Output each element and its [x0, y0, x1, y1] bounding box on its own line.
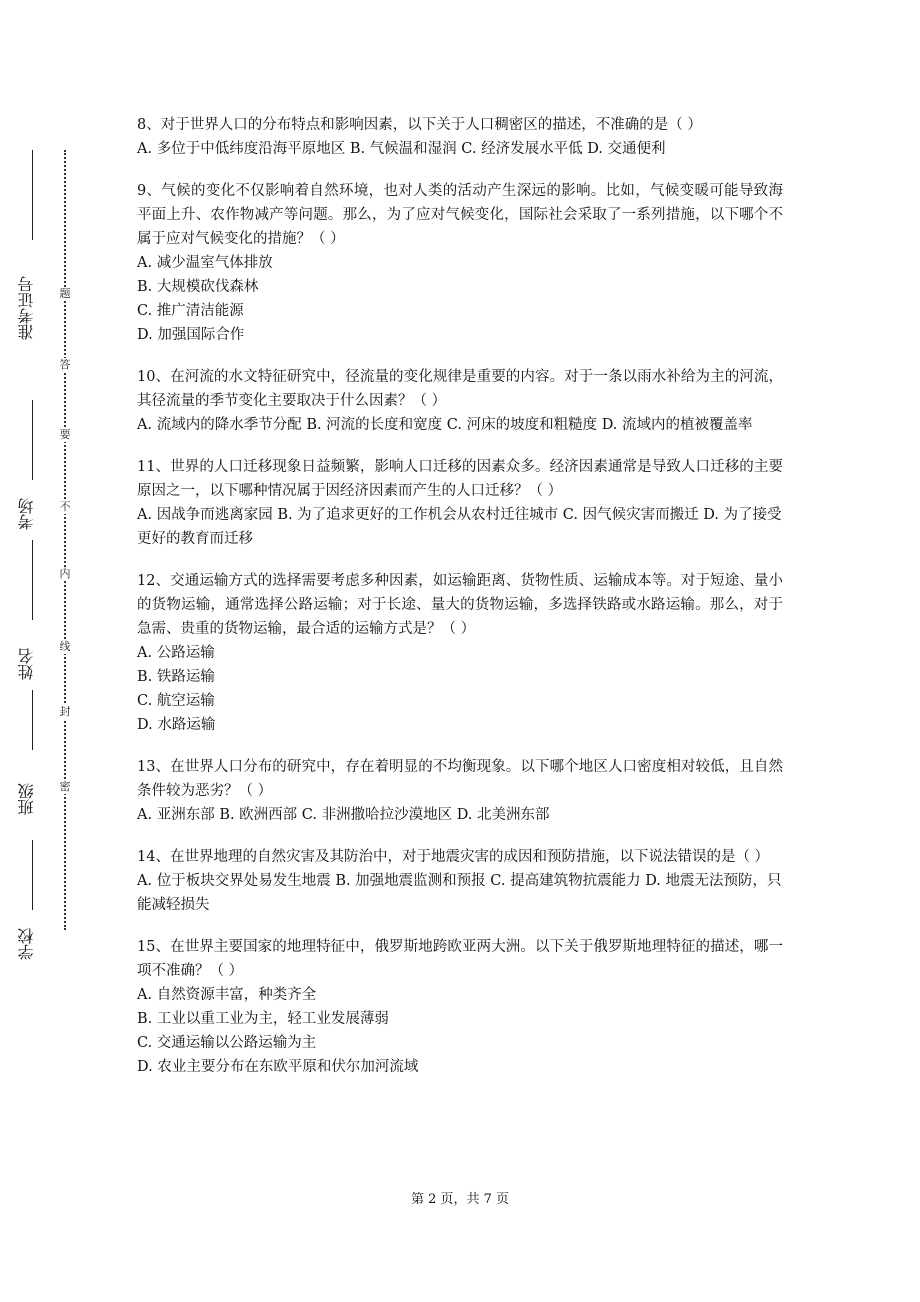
question-stem: 12、交通运输方式的选择需要考虑多种因素，如运输距离、货物性质、运输成本等。对于短途、量小的货物运输，通常选择公路运输；对于长途、量大的货物运输，多选择铁路或水路运输。那么，对于急需、贵重的货物运输，最合适的运输方式是？（ ） — [137, 573, 783, 637]
option-d: D. 北美洲东部 — [456, 807, 550, 823]
seal-dotted-line — [64, 150, 66, 930]
question-options — [137, 869, 783, 917]
question-options — [137, 413, 783, 437]
option-b: B. 加强地震监测和预报 — [335, 873, 491, 889]
question-options — [137, 641, 783, 737]
option-c: C. 经济发展水平低 — [461, 141, 588, 157]
name-line — [32, 540, 33, 620]
seal-char: 不 — [59, 500, 71, 513]
seal-char: 封 — [59, 705, 71, 718]
binding-margin — [0, 0, 120, 1302]
option-c: C. 因气候灾害而搬迁 — [562, 507, 704, 523]
seal-char: 密 — [59, 780, 71, 793]
question-stem: 8、对于世界人口的分布特点和影响因素，以下关于人口稠密区的描述，不准确的是（ ） — [137, 117, 702, 133]
question-11 — [137, 455, 783, 551]
question-13 — [137, 755, 783, 827]
exam-room-label: 考场 — [17, 498, 36, 530]
option-c: C. 交通运输以公路运输为主 — [137, 1035, 317, 1051]
question-options — [137, 803, 783, 827]
seal-char: 线 — [59, 640, 71, 653]
name-label: 姓名 — [17, 648, 36, 680]
option-d: D. 流域内的植被覆盖率 — [601, 417, 753, 433]
class-line — [32, 690, 33, 750]
seal-char: 要 — [59, 428, 71, 441]
question-list — [137, 113, 783, 1097]
question-stem: 10、在河流的水文特征研究中，径流量的变化规律是重要的内容。对于一条以雨水补给为主的河流，其径流量的季节变化主要取决于什么因素？（ ） — [137, 369, 783, 409]
exam-room-line — [32, 400, 33, 480]
question-stem: 13、在世界人口分布的研究中，存在着明显的不均衡现象。以下哪个地区人口密度相对较低，且自然条件较为恶劣？（ ） — [137, 759, 783, 799]
class-label: 班级 — [17, 783, 36, 815]
question-10 — [137, 365, 783, 437]
option-d: D. 地震无法预防，只能减轻损失 — [137, 873, 782, 913]
option-b: B. 欧洲西部 — [219, 807, 302, 823]
option-a: A. 亚洲东部 — [137, 807, 220, 823]
option-a: A. 自然资源丰富，种类齐全 — [137, 987, 317, 1003]
option-d: D. 加强国际合作 — [137, 327, 245, 343]
school-line — [32, 840, 33, 910]
option-b: B. 河流的长度和宽度 — [306, 417, 447, 433]
question-options — [137, 983, 783, 1079]
option-d: D. 交通便利 — [587, 141, 666, 157]
seal-char: 题 — [59, 287, 71, 300]
option-a: A. 位于板块交界处易发生地震 — [137, 873, 336, 889]
question-15 — [137, 935, 783, 1079]
question-stem: 14、在世界地理的自然灾害及其防治中，对于地震灾害的成因和预防措施，以下说法错误的是（ ） — [137, 849, 770, 865]
option-c: C. 河床的坡度和粗糙度 — [446, 417, 602, 433]
option-a: A. 多位于中低纬度沿海平原地区 — [137, 141, 350, 157]
question-stem: 9、气候的变化不仅影响着自然环境，也对人类的活动产生深远的影响。比如，气候变暖可能导致海平面上升、农作物减产等问题。那么，为了应对气候变化，国际社会采取了一系列措施，以下哪个不属于应对气候变化的措施？（ ） — [137, 183, 783, 247]
question-12 — [137, 569, 783, 737]
exam-number-label: 准考证号 — [17, 276, 36, 340]
option-d: D. 为了接受更好的教育而迁移 — [137, 507, 782, 547]
question-14 — [137, 845, 783, 917]
option-d: D. 水路运输 — [137, 717, 216, 733]
school-label: 学校 — [17, 928, 36, 960]
question-stem: 11、世界的人口迁移现象日益频繁，影响人口迁移的因素众多。经济因素通常是导致人口迁移的主要原因之一，以下哪种情况属于因经济因素而产生的人口迁移？（ ） — [137, 459, 783, 499]
option-a: A. 流域内的降水季节分配 — [137, 417, 307, 433]
option-c: C. 非洲撒哈拉沙漠地区 — [301, 807, 457, 823]
question-options — [137, 503, 783, 551]
option-a: A. 因战争而逃离家园 — [137, 507, 278, 523]
option-c: C. 推广清洁能源 — [137, 303, 244, 319]
seal-char: 内 — [59, 567, 71, 580]
question-9 — [137, 179, 783, 347]
question-options — [137, 137, 783, 161]
option-a: A. 减少温室气体排放 — [137, 255, 273, 271]
question-options — [137, 251, 783, 347]
option-b: B. 大规模砍伐森林 — [137, 279, 259, 295]
option-b: B. 工业以重工业为主，轻工业发展薄弱 — [137, 1011, 389, 1027]
option-a: A. 公路运输 — [137, 645, 215, 661]
option-b: B. 气候温和湿润 — [349, 141, 462, 157]
option-c: C. 提高建筑物抗震能力 — [490, 873, 646, 889]
option-b: B. 为了追求更好的工作机会从农村迁往城市 — [277, 507, 563, 523]
option-d: D. 农业主要分布在东欧平原和伏尔加河流域 — [137, 1059, 419, 1075]
option-b: B. 铁路运输 — [137, 669, 215, 685]
seal-char: 答 — [59, 358, 71, 371]
question-8 — [137, 113, 783, 161]
exam-number-line — [32, 150, 33, 240]
option-c: C. 航空运输 — [137, 693, 215, 709]
page-footer: 第 2 页，共 7 页 — [410, 1192, 510, 1207]
question-stem: 15、在世界主要国家的地理特征中，俄罗斯地跨欧亚两大洲。以下关于俄罗斯地理特征的描述，哪一项不准确？（ ） — [137, 939, 783, 979]
